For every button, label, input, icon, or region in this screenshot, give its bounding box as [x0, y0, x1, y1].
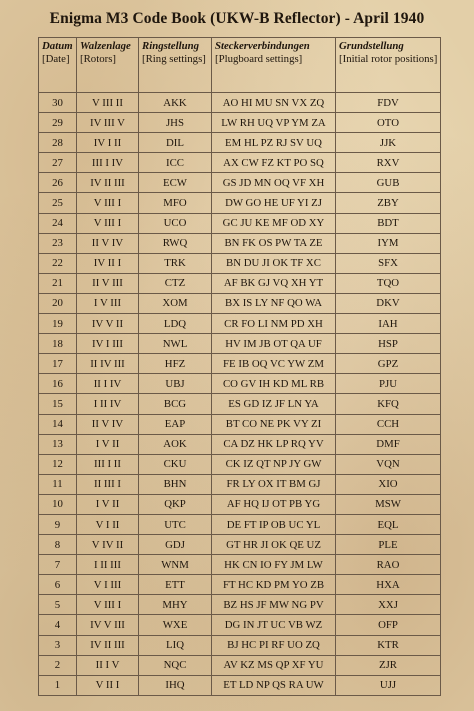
- table-row: [39, 615, 441, 635]
- initial-position-cell: JJK: [336, 133, 441, 153]
- initial-position-cell: HSP: [336, 334, 441, 354]
- header-initial-positions: [336, 38, 441, 93]
- table-row: [39, 434, 441, 454]
- table-row: [39, 334, 441, 354]
- plugboard-cell: BN DU JI OK TF XC: [212, 253, 336, 273]
- initial-position-cell: RXV: [336, 153, 441, 173]
- header-german-label: Grundstellung: [339, 40, 404, 52]
- plugboard-cell: AV KZ MS QP XF YU: [212, 655, 336, 675]
- ring-settings-cell: JHS: [139, 113, 212, 133]
- ring-settings-cell: CTZ: [139, 273, 212, 293]
- date-cell: 8: [39, 535, 77, 555]
- ring-settings-cell: HFZ: [139, 354, 212, 374]
- rotors-cell: V IV II: [77, 535, 139, 555]
- plugboard-cell: CA DZ HK LP RQ YV: [212, 434, 336, 454]
- rotors-cell: IV II III: [77, 173, 139, 193]
- table-row: [39, 93, 441, 113]
- ring-settings-cell: MHY: [139, 595, 212, 615]
- ring-settings-cell: RWQ: [139, 233, 212, 253]
- table-row: [39, 675, 441, 695]
- date-cell: 12: [39, 454, 77, 474]
- plugboard-cell: ET LD NP QS RA UW: [212, 675, 336, 695]
- table-row: [39, 173, 441, 193]
- plugboard-cell: BJ HC PI RF UO ZQ: [212, 635, 336, 655]
- table-row: [39, 133, 441, 153]
- plugboard-cell: BN FK OS PW TA ZE: [212, 233, 336, 253]
- table-row: [39, 293, 441, 313]
- table-row: [39, 233, 441, 253]
- date-cell: 3: [39, 635, 77, 655]
- initial-position-cell: ZBY: [336, 193, 441, 213]
- header-english-label: [Initial rotor positions]: [339, 52, 438, 65]
- rotors-cell: IV V III: [77, 615, 139, 635]
- ring-settings-cell: GDJ: [139, 535, 212, 555]
- plugboard-cell: HK CN IO FY JM LW: [212, 555, 336, 575]
- date-cell: 26: [39, 173, 77, 193]
- initial-position-cell: DKV: [336, 293, 441, 313]
- rotors-cell: V I III: [77, 575, 139, 595]
- date-cell: 6: [39, 575, 77, 595]
- plugboard-cell: DG IN JT UC VB WZ: [212, 615, 336, 635]
- table-row: [39, 414, 441, 434]
- initial-position-cell: PJU: [336, 374, 441, 394]
- date-cell: 29: [39, 113, 77, 133]
- table-row: [39, 314, 441, 334]
- rotors-cell: IV I II: [77, 133, 139, 153]
- date-cell: 24: [39, 213, 77, 233]
- rotors-cell: IV II I: [77, 253, 139, 273]
- rotors-cell: V I II: [77, 514, 139, 534]
- plugboard-cell: FE IB OQ VC YW ZM: [212, 354, 336, 374]
- plugboard-cell: BX IS LY NF QO WA: [212, 293, 336, 313]
- table-row: [39, 635, 441, 655]
- ring-settings-cell: LDQ: [139, 314, 212, 334]
- plugboard-cell: BT CO NE PK VY ZI: [212, 414, 336, 434]
- initial-position-cell: SFX: [336, 253, 441, 273]
- table-row: [39, 494, 441, 514]
- ring-settings-cell: AOK: [139, 434, 212, 454]
- ring-settings-cell: ECW: [139, 173, 212, 193]
- ring-settings-cell: NQC: [139, 655, 212, 675]
- date-cell: 7: [39, 555, 77, 575]
- rotors-cell: I V II: [77, 494, 139, 514]
- ring-settings-cell: MFO: [139, 193, 212, 213]
- ring-settings-cell: UCO: [139, 213, 212, 233]
- header-english-label: [Ring settings]: [142, 52, 206, 65]
- rotors-cell: V II I: [77, 675, 139, 695]
- ring-settings-cell: EAP: [139, 414, 212, 434]
- rotors-cell: II V III: [77, 273, 139, 293]
- ring-settings-cell: ETT: [139, 575, 212, 595]
- ring-settings-cell: XOM: [139, 293, 212, 313]
- plugboard-cell: CK IZ QT NP JY GW: [212, 454, 336, 474]
- initial-position-cell: GPZ: [336, 354, 441, 374]
- date-cell: 15: [39, 394, 77, 414]
- plugboard-cell: DW GO HE UF YI ZJ: [212, 193, 336, 213]
- header-ring-settings: [139, 38, 212, 93]
- plugboard-cell: AO HI MU SN VX ZQ: [212, 93, 336, 113]
- table-row: [39, 253, 441, 273]
- initial-position-cell: OTO: [336, 113, 441, 133]
- header-german-label: Steckerverbindungen: [215, 40, 310, 52]
- header-rotors: [77, 38, 139, 93]
- ring-settings-cell: WXE: [139, 615, 212, 635]
- initial-position-cell: HXA: [336, 575, 441, 595]
- plugboard-cell: LW RH UQ VP YM ZA: [212, 113, 336, 133]
- ring-settings-cell: UTC: [139, 514, 212, 534]
- initial-position-cell: IAH: [336, 314, 441, 334]
- header-date: [39, 38, 77, 93]
- table-row: [39, 575, 441, 595]
- date-cell: 28: [39, 133, 77, 153]
- table-row: [39, 555, 441, 575]
- header-row: [39, 38, 441, 93]
- date-cell: 10: [39, 494, 77, 514]
- ring-settings-cell: LIQ: [139, 635, 212, 655]
- initial-position-cell: TQO: [336, 273, 441, 293]
- plugboard-cell: AF HQ IJ OT PB YG: [212, 494, 336, 514]
- date-cell: 16: [39, 374, 77, 394]
- rotors-cell: V III I: [77, 213, 139, 233]
- table-row: [39, 273, 441, 293]
- rotors-cell: IV III V: [77, 113, 139, 133]
- date-cell: 2: [39, 655, 77, 675]
- rotors-cell: III I II: [77, 454, 139, 474]
- rotors-cell: II III I: [77, 474, 139, 494]
- date-cell: 30: [39, 93, 77, 113]
- date-cell: 18: [39, 334, 77, 354]
- plugboard-cell: EM HL PZ RJ SV UQ: [212, 133, 336, 153]
- table-row: [39, 153, 441, 173]
- date-cell: 23: [39, 233, 77, 253]
- plugboard-cell: BZ HS JF MW NG PV: [212, 595, 336, 615]
- table-row: [39, 394, 441, 414]
- initial-position-cell: UJJ: [336, 675, 441, 695]
- codebook-table: [38, 37, 441, 696]
- table-row: [39, 113, 441, 133]
- plugboard-cell: GC JU KE MF OD XY: [212, 213, 336, 233]
- ring-settings-cell: UBJ: [139, 374, 212, 394]
- plugboard-cell: GT HR JI OK QE UZ: [212, 535, 336, 555]
- header-german-label: Datum: [42, 40, 73, 52]
- plugboard-cell: DE FT IP OB UC YL: [212, 514, 336, 534]
- date-cell: 11: [39, 474, 77, 494]
- ring-settings-cell: BCG: [139, 394, 212, 414]
- rotors-cell: IV I III: [77, 334, 139, 354]
- plugboard-cell: AF BK GJ VQ XH YT: [212, 273, 336, 293]
- plugboard-cell: HV IM JB OT QA UF: [212, 334, 336, 354]
- date-cell: 4: [39, 615, 77, 635]
- initial-position-cell: KFQ: [336, 394, 441, 414]
- table-row: [39, 354, 441, 374]
- initial-position-cell: ZJR: [336, 655, 441, 675]
- date-cell: 5: [39, 595, 77, 615]
- rotors-cell: II IV III: [77, 354, 139, 374]
- date-cell: 9: [39, 514, 77, 534]
- page-title: Enigma M3 Code Book (UKW-B Reflector) - April 1940: [49, 10, 425, 27]
- header-english-label: [Date]: [42, 52, 70, 65]
- ring-settings-cell: TRK: [139, 253, 212, 273]
- initial-position-cell: GUB: [336, 173, 441, 193]
- date-cell: 22: [39, 253, 77, 273]
- ring-settings-cell: QKP: [139, 494, 212, 514]
- ring-settings-cell: ICC: [139, 153, 212, 173]
- plugboard-cell: GS JD MN OQ VF XH: [212, 173, 336, 193]
- plugboard-cell: CR FO LI NM PD XH: [212, 314, 336, 334]
- plugboard-cell: FR LY OX IT BM GJ: [212, 474, 336, 494]
- ring-settings-cell: BHN: [139, 474, 212, 494]
- table-row: [39, 374, 441, 394]
- plugboard-cell: CO GV IH KD ML RB: [212, 374, 336, 394]
- initial-position-cell: CCH: [336, 414, 441, 434]
- codebook-rows: [39, 93, 441, 696]
- rotors-cell: II I V: [77, 655, 139, 675]
- date-cell: 1: [39, 675, 77, 695]
- initial-position-cell: RAO: [336, 555, 441, 575]
- rotors-cell: I II III: [77, 555, 139, 575]
- table-row: [39, 474, 441, 494]
- header-english-label: [Rotors]: [80, 52, 116, 65]
- initial-position-cell: IYM: [336, 233, 441, 253]
- initial-position-cell: MSW: [336, 494, 441, 514]
- initial-position-cell: XIO: [336, 474, 441, 494]
- date-cell: 25: [39, 193, 77, 213]
- date-cell: 20: [39, 293, 77, 313]
- ring-settings-cell: WNM: [139, 555, 212, 575]
- ring-settings-cell: DIL: [139, 133, 212, 153]
- rotors-cell: II V IV: [77, 233, 139, 253]
- table-row: [39, 655, 441, 675]
- rotors-cell: V III I: [77, 595, 139, 615]
- rotors-cell: V III II: [77, 93, 139, 113]
- table-row: [39, 213, 441, 233]
- initial-position-cell: KTR: [336, 635, 441, 655]
- rotors-cell: I II IV: [77, 394, 139, 414]
- header-german-label: Ringstellung: [142, 40, 200, 52]
- date-cell: 21: [39, 273, 77, 293]
- header-english-label: [Plugboard settings]: [215, 52, 303, 65]
- initial-position-cell: VQN: [336, 454, 441, 474]
- initial-position-cell: XXJ: [336, 595, 441, 615]
- rotors-cell: II V IV: [77, 414, 139, 434]
- date-cell: 14: [39, 414, 77, 434]
- table-row: [39, 595, 441, 615]
- initial-position-cell: BDT: [336, 213, 441, 233]
- rotors-cell: IV II III: [77, 635, 139, 655]
- table-row: [39, 535, 441, 555]
- ring-settings-cell: IHQ: [139, 675, 212, 695]
- rotors-cell: V III I: [77, 193, 139, 213]
- rotors-cell: II I IV: [77, 374, 139, 394]
- plugboard-cell: AX CW FZ KT PO SQ: [212, 153, 336, 173]
- ring-settings-cell: CKU: [139, 454, 212, 474]
- date-cell: 17: [39, 354, 77, 374]
- rotors-cell: I V III: [77, 293, 139, 313]
- plugboard-cell: FT HC KD PM YO ZB: [212, 575, 336, 595]
- table-row: [39, 454, 441, 474]
- rotors-cell: I V II: [77, 434, 139, 454]
- plugboard-cell: ES GD IZ JF LN YA: [212, 394, 336, 414]
- initial-position-cell: EQL: [336, 514, 441, 534]
- table-row: [39, 193, 441, 213]
- initial-position-cell: OFP: [336, 615, 441, 635]
- initial-position-cell: DMF: [336, 434, 441, 454]
- rotors-cell: IV V II: [77, 314, 139, 334]
- ring-settings-cell: NWL: [139, 334, 212, 354]
- header-german-label: Walzenlage: [80, 40, 131, 52]
- table-row: [39, 514, 441, 534]
- ring-settings-cell: AKK: [139, 93, 212, 113]
- date-cell: 27: [39, 153, 77, 173]
- initial-position-cell: PLE: [336, 535, 441, 555]
- rotors-cell: III I IV: [77, 153, 139, 173]
- initial-position-cell: FDV: [336, 93, 441, 113]
- date-cell: 13: [39, 434, 77, 454]
- header-plugboard: [212, 38, 336, 93]
- date-cell: 19: [39, 314, 77, 334]
